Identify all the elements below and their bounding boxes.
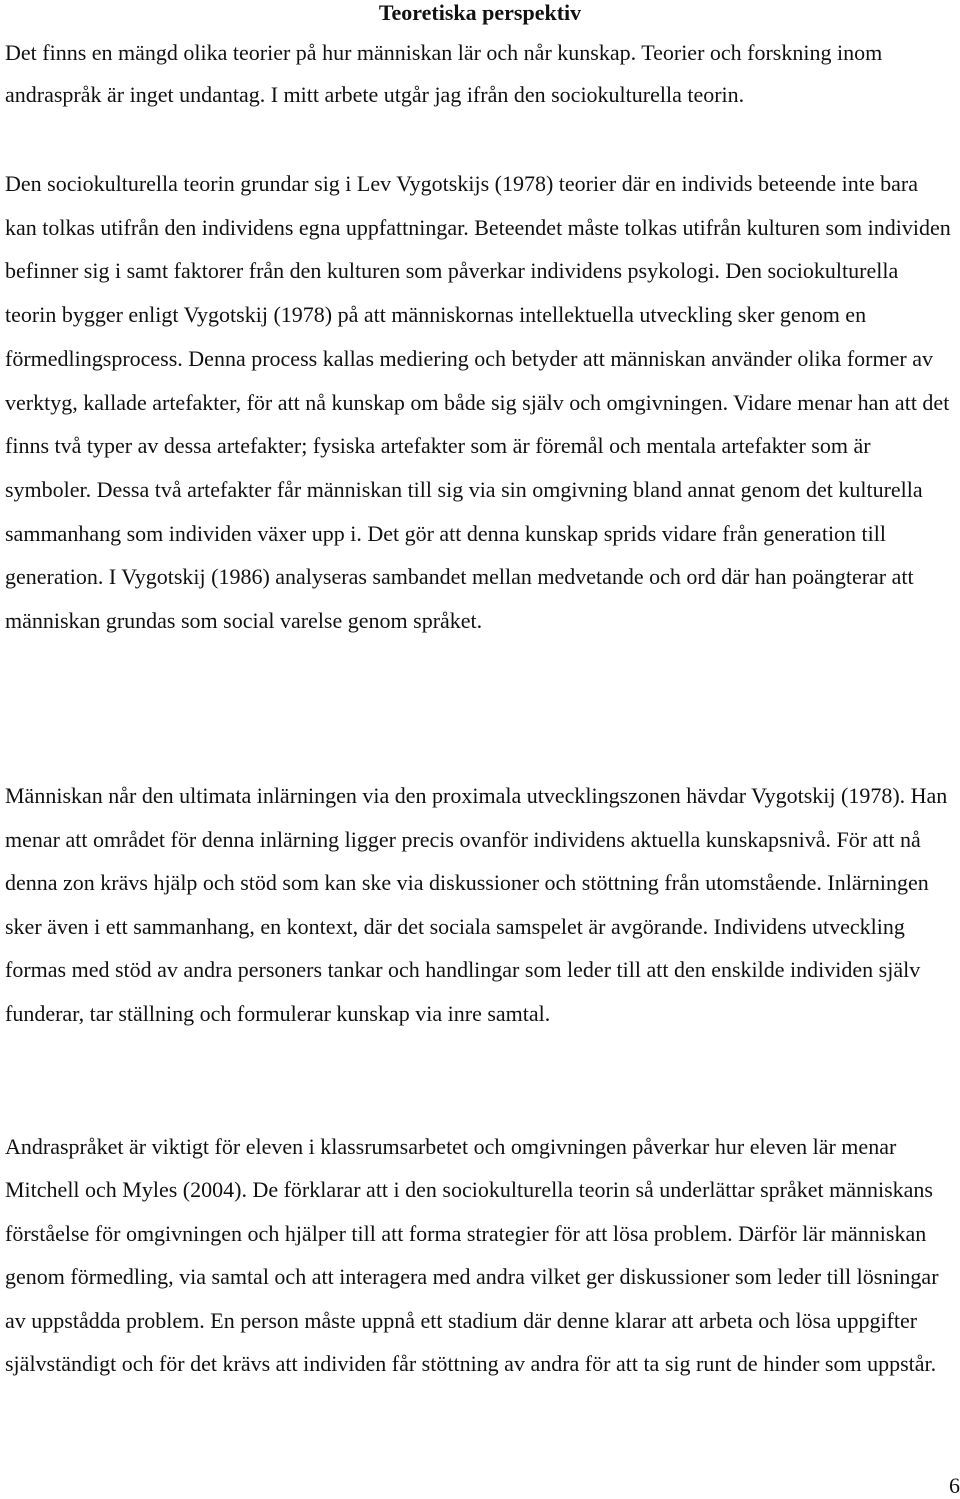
paragraph-intro: Det finns en mängd olika teorier på hur människan lär och når kunskap. Teorier och forskning inom andraspråk är inget undantag. I mitt arbete utgår jag ifrån den sociokulturella teorin. bbox=[5, 40, 883, 107]
paragraph-sociocultural-theory: Den sociokulturella teorin grundar sig i Lev Vygotskijs (1978) teorier där en individs beteende inte bara kan tolkas utifrån den individens egna uppfattningar. Beteendet måste tolkas utifrån kulturen som individen befinner sig i samt faktorer från den kulturen som påverkar individens psykologi. Den sociokulturella teorin bygger enligt Vygotskij (1978) på att människornas intellektuella utveckling sker genom en förmedlingsprocess. Denna process kallas mediering och betyder att människan använder olika former av verktyg, kallade artefakter, för att nå kunskap om både sig själv och omgivningen. Vidare menar han att det finns två typer av dessa artefakter; fysiska artefakter som är föremål och mentala artefakter som är symboler. Dessa två artefakter får människan till sig via sin omgivning bland annat genom det kulturella sammanhang som individen växer upp i. Det gör att denna kunskap sprids vidare från generation till generation. I Vygotskij (1986) analyseras sambandet mellan medvetande och ord där han poängterar att människan grundas som social varelse genom språket. bbox=[5, 171, 951, 634]
page-number: 6 bbox=[949, 1473, 960, 1498]
paragraph-proximal-zone: Människan når den ultimata inlärningen via den proximala utvecklingszonen hävdar Vygotskij (1978). Han menar att området för denna inlärning ligger precis ovanför individens aktuella kunskapsnivå. För att nå denna zon krävs hjälp och stöd som kan ske via diskussioner och stöttning från utomstående. Inlärningen sker även i ett sammanhang, en kontext, där det sociala samspelet är avgörande. Individens utveckling formas med stöd av andra personers tankar och handlingar som leder till att den enskilde individen själv funderar, tar ställning och formulerar kunskap via inre samtal. bbox=[5, 783, 948, 1026]
page-title: Teoretiska perspektiv bbox=[378, 0, 582, 25]
paragraph-second-language: Andraspråket är viktigt för eleven i klassrumsarbetet och omgivningen påverkar hur eleven lär menar Mitchell och Myles (2004). De förklarar att i den sociokulturella teorin så underlättar språket människans förståelse för omgivningen och hjälper till att forma strategier för att lösa problem. Därför lär människan genom förmedling, via samtal och att interagera med andra vilket ger diskussioner som leder till lösningar av uppstådda problem. En person måste uppnå ett stadium där denne klarar att arbeta och lösa uppgifter självständigt och för det krävs att individen får stöttning av andra för att ta sig runt de hinder som uppstår. bbox=[5, 1134, 939, 1377]
